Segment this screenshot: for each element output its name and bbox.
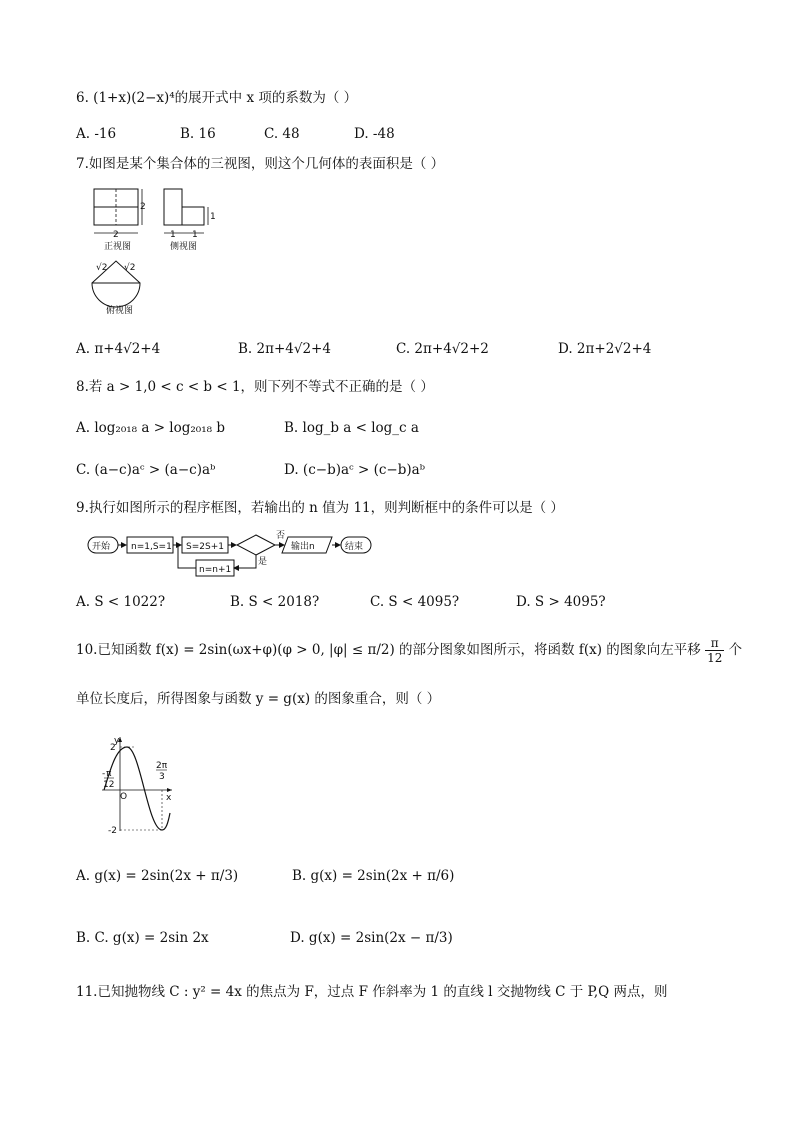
side-caption: 侧视图 [170, 242, 198, 252]
q10-stem-a: 10.已知函数 f(x) = 2sin(ωx+φ)(φ > 0, |φ| ≤ π/2) 的部分图象如图所示，将函数 f(x) 的图象向左平移 [76, 642, 701, 658]
top-dim-left: √2 [96, 263, 108, 273]
q10-stem-line1 [76, 636, 742, 665]
q6-option-c: C. 48 [264, 126, 300, 142]
side-dim-left: 1 [170, 230, 176, 240]
graph-2pi-den: 3 [159, 772, 165, 782]
graph-neg-pi-den: 12 [103, 780, 115, 790]
flow-update-label: S=2S+1 [186, 542, 224, 552]
graph-2pi-num: 2π [156, 761, 168, 771]
side-dim-right: 1 [192, 230, 198, 240]
front-dim-label: 2 [113, 230, 119, 240]
q7-three-view-figure [84, 183, 224, 318]
q10-shift-num: π [705, 636, 724, 651]
q7-option-c: C. 2π+4√2+2 [396, 341, 489, 357]
flow-no-label: 否 [276, 531, 286, 541]
q9-option-d: D. S > 4095? [516, 594, 606, 610]
q10-option-a: A. g(x) = 2sin(2x + π/3) [76, 868, 239, 884]
front-caption: 正视图 [104, 242, 132, 252]
q10-shift-den: 12 [707, 651, 723, 665]
q9-flowchart [86, 528, 376, 580]
q6-option-a: A. -16 [76, 126, 117, 142]
top-dim-right: √2 [124, 263, 136, 273]
q10-stem-b: 个 [728, 642, 743, 658]
q7-option-a: A. π+4√2+4 [76, 341, 161, 357]
flow-yes-label: 是 [258, 557, 268, 567]
q8-option-d: D. (c−b)aᶜ > (c−b)aᵇ [284, 462, 426, 478]
q10-stem-line2: 单位长度后，所得图象与函数 y = g(x) 的图象重合，则（ ） [76, 691, 441, 707]
graph-max-label: 2 [110, 743, 116, 753]
flow-start-label: 开始 [92, 542, 111, 552]
q9-option-a: A. S < 1022? [76, 594, 166, 610]
flow-incr-label: n=n+1 [199, 565, 232, 575]
q9-option-c: C. S < 4095? [370, 594, 460, 610]
top-view [92, 261, 140, 316]
flow-decision [237, 535, 275, 555]
q10-sine-graph [100, 733, 190, 835]
q7-option-b: B. 2π+4√2+4 [238, 341, 331, 357]
top-caption: 俯视图 [106, 306, 134, 316]
q6-option-d: D. -48 [354, 126, 395, 142]
graph-neg-pi-sign: - [102, 769, 106, 779]
flow-init-label: n=1,S=1 [131, 542, 172, 552]
q9-stem: 9.执行如图所示的程序框图，若输出的 n 值为 11，则判断框中的条件可以是（ ） [76, 500, 564, 516]
graph-min-label: -2 [108, 826, 117, 835]
side-view [164, 189, 216, 252]
q8-stem: 8.若 a > 1,0 < c < b < 1，则下列不等式不正确的是（ ） [76, 379, 434, 395]
front-height-label: 2 [140, 202, 146, 212]
q10-shift-fraction [705, 636, 724, 665]
q7-stem: 7.如图是某个集合体的三视图，则这个几何体的表面积是（ ） [76, 156, 445, 172]
q8-option-b: B. log_b a < log_c a [284, 420, 419, 436]
q7-option-d: D. 2π+2√2+4 [558, 341, 652, 357]
flow-output-label: 输出n [291, 542, 315, 552]
q10-option-d: D. g(x) = 2sin(2x − π/3) [290, 930, 453, 946]
q6-option-b: B. 16 [180, 126, 216, 142]
q10-option-c: B. C. g(x) = 2sin 2x [76, 930, 209, 946]
side-height-label: 1 [210, 212, 216, 222]
flow-end-label: 结束 [345, 542, 364, 552]
q9-option-b: B. S < 2018? [230, 594, 320, 610]
q10-option-b: B. g(x) = 2sin(2x + π/6) [292, 868, 455, 884]
q8-option-a: A. log₂₀₁₈ a > log₂₀₁₈ b [76, 420, 225, 436]
graph-neg-pi-num: π [106, 769, 112, 779]
graph-y-label: y [114, 736, 120, 746]
graph-origin-label: O [120, 792, 128, 802]
front-view [94, 189, 146, 252]
q6-stem: 6. (1+x)(2−x)⁴的展开式中 x 项的系数为（ ） [76, 90, 358, 106]
q8-option-c: C. (a−c)aᶜ > (a−c)aᵇ [76, 462, 216, 478]
q11-stem: 11.已知抛物线 C : y² = 4x 的焦点为 F，过点 F 作斜率为 1 的直线 l 交抛物线 C 于 P,Q 两点，则 [76, 984, 668, 1000]
graph-x-label: x [166, 793, 172, 803]
